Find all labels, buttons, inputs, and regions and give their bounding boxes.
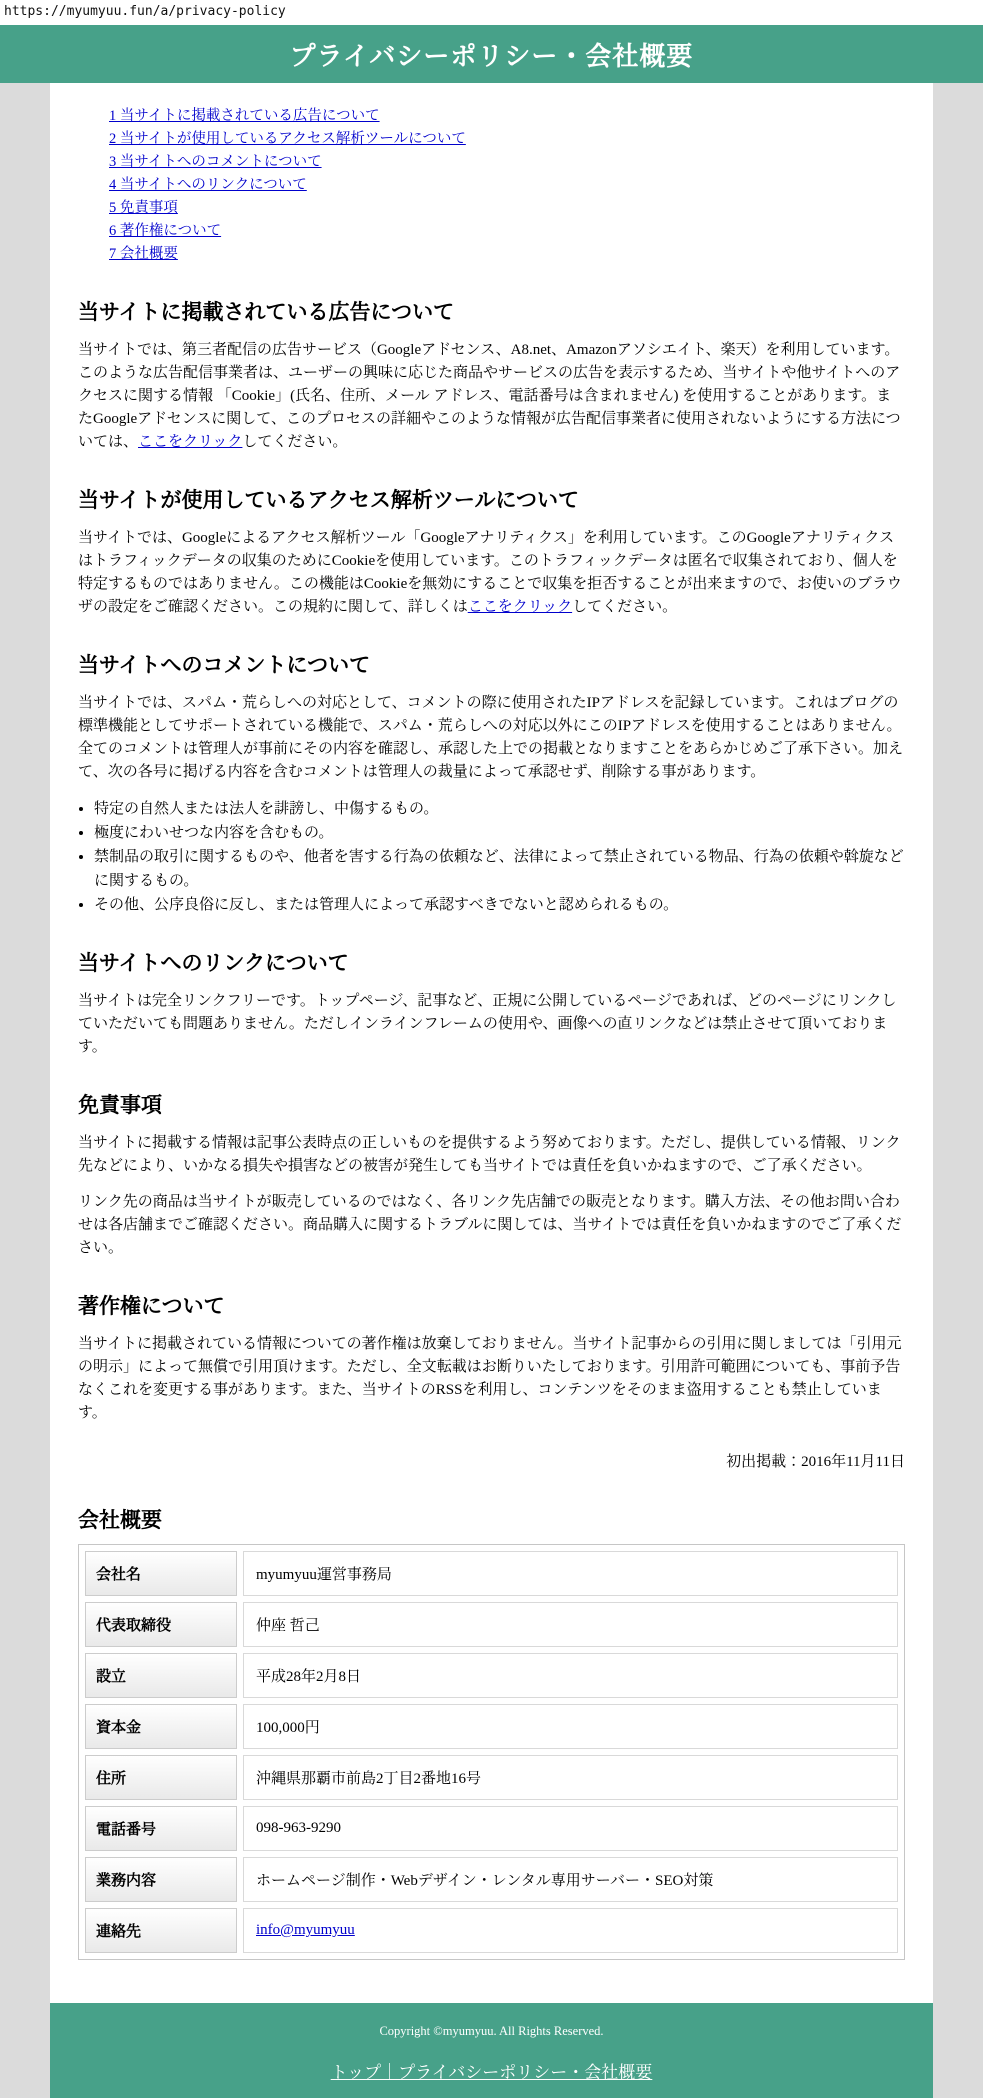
- list-item: • 極度にわいせつな内容を含むもの。: [94, 821, 905, 845]
- analytics-text-after: してください。: [572, 599, 678, 615]
- company-value-address: 沖縄県那覇市前島2丁目2番地16号: [243, 1755, 898, 1800]
- list-item: • その他、公序良俗に反し、または管理人によって承認すべきでないと認められるもの。: [94, 893, 905, 917]
- section-comments-heading: 当サイトへのコメントについて: [78, 654, 371, 677]
- toc-link-disclaimer[interactable]: 5 免責事項: [109, 200, 178, 216]
- toc-link-links[interactable]: 4 当サイトへのリンクについて: [109, 177, 307, 193]
- section-comments-paragraph: 当サイトでは、スパム・荒らしへの対応として、コメントの際に使用されたIPアドレスを記録しています。これはブログの標準機能としてサポートされている機能で、スパム・荒らしへの対応以外にこのIPアドレスを使用することはありません。全てのコメントは管理人が事前にその内容を確認し、承認した上での掲載となりますことをあらかじめご了承下さい。加えて、次の各号に掲げる内容を含むコメントは管理人の裁量によって承認せず、削除する事があります。: [78, 695, 904, 780]
- list-item: • 禁制品の取引に関するものや、他者を害する行為の依頼など、法律によって禁止されている物品、行為の依頼や斡旋などに関するもの。: [94, 845, 905, 893]
- company-value-contact: [243, 1908, 898, 1953]
- table-row: [85, 1704, 898, 1749]
- company-value-phone: 098-963-9290: [243, 1806, 898, 1851]
- section-disclaimer-heading: 免責事項: [78, 1094, 162, 1117]
- section-analytics-heading: 当サイトが使用しているアクセス解析ツールについて: [78, 489, 580, 512]
- toc-link-copyright[interactable]: 6 著作権について: [109, 223, 222, 239]
- company-value-name: myumyuu運営事務局: [243, 1551, 898, 1596]
- company-label-founded: 設立: [85, 1653, 237, 1698]
- section-links: [78, 947, 905, 1059]
- ads-text-before: 当サイトでは、第三者配信の広告サービス（Googleアドセンス、A8.net、Amazonアソシエイト、楽天）を利用しています。このような広告配信事業者は、ユーザーの興味に応じた商品やサービスの広告を表示するため、当サイトや他サイトへのアクセスに関する情報 「Cookie」(氏名、住所、メール アドレス、電話番号は含まれません) を使用することがあります。またGoogleアドセンスに関して、このプロセスの詳細やこのような情報が広告配信事業者に使用されないようにする方法については、: [78, 342, 901, 450]
- site-footer: [50, 2003, 933, 2098]
- table-row: [85, 1551, 898, 1596]
- company-label-phone: 電話番号: [85, 1806, 237, 1851]
- ads-click-here-link[interactable]: ここをクリック: [138, 434, 243, 450]
- section-company-heading: 会社概要: [78, 1509, 162, 1532]
- section-copyright: [78, 1290, 905, 1474]
- table-row: [85, 1908, 898, 1953]
- section-copyright-heading: 著作権について: [78, 1295, 225, 1318]
- section-ads: [78, 296, 905, 454]
- company-label-contact: 連絡先: [85, 1908, 237, 1953]
- page-title: プライバシーポリシー・会社概要: [289, 40, 694, 71]
- section-ads-paragraph: [78, 339, 905, 454]
- copyright-text: Copyright ©myumyuu. All Rights Reserved.: [379, 2024, 604, 2038]
- browser-url: https://myumyuu.fun/a/privacy-policy: [0, 0, 983, 25]
- comment-rules-list: [78, 797, 905, 917]
- section-copyright-paragraph: 当サイトに掲載されている情報についての著作権は放棄しておりません。当サイト記事からの引用に関しましては「引用元の明示」によって無償で引用頂けます。ただし、全文転載はお断りいたしております。引用許可範囲についても、事前予告なくこれを変更する事があります。また、当サイトのRSSを利用し、コンテンツをそのまま盗用することも禁止しています。: [78, 1336, 902, 1421]
- section-ads-heading: 当サイトに掲載されている広告について: [78, 301, 455, 324]
- company-value-ceo: 仲座 哲己: [243, 1602, 898, 1647]
- toc-link-comments[interactable]: 3 当サイトへのコメントについて: [109, 154, 322, 170]
- toc-link-company[interactable]: 7 会社概要: [109, 246, 178, 262]
- list-item: • 特定の自然人または法人を誹謗し、中傷するもの。: [94, 797, 905, 821]
- company-value-founded: 平成28年2月8日: [243, 1653, 898, 1698]
- toc-link-analytics[interactable]: 2 当サイトが使用しているアクセス解析ツールについて: [109, 131, 466, 147]
- section-links-paragraph: 当サイトは完全リンクフリーです。トップページ、記事など、正規に公開しているページであれば、どのページにリンクしていただいても問題ありません。ただしインラインフレームの使用や、画像への直リンクなどは禁止させて頂いております。: [78, 993, 897, 1055]
- company-label-ceo: 代表取締役: [85, 1602, 237, 1647]
- section-disclaimer-paragraph-1: 当サイトに掲載する情報は記事公表時点の正しいものを提供するよう努めております。ただし、提供している情報、リンク先などにより、いかなる損失や損害などの被害が発生しても当サイトでは責任を負いかねますので、ご了承ください。: [78, 1135, 901, 1174]
- table-row: [85, 1653, 898, 1698]
- section-company: [78, 1504, 905, 1960]
- table-of-contents: [78, 105, 905, 266]
- ads-text-after: してください。: [242, 434, 348, 450]
- company-label-name: 会社名: [85, 1551, 237, 1596]
- page-column: [50, 83, 933, 2098]
- table-row: [85, 1806, 898, 1851]
- section-links-heading: 当サイトへのリンクについて: [78, 952, 349, 975]
- site-header: [0, 25, 983, 83]
- table-row: [85, 1755, 898, 1800]
- company-value-capital: 100,000円: [243, 1704, 898, 1749]
- company-value-business: ホームページ制作・Webデザイン・レンタル専用サーバー・SEO対策: [243, 1857, 898, 1902]
- company-label-address: 住所: [85, 1755, 237, 1800]
- toc-link-ads[interactable]: 1 当サイトに掲載されている広告について: [109, 108, 380, 124]
- table-row: [85, 1602, 898, 1647]
- first-published-date: 初出掲載：2016年11月11日: [726, 1454, 905, 1470]
- analytics-click-here-link[interactable]: ここをクリック: [467, 599, 573, 615]
- table-row: [85, 1857, 898, 1902]
- footer-nav-link[interactable]: トップ｜プライバシーポリシー・会社概要: [330, 2063, 653, 2082]
- section-disclaimer-paragraph-2: リンク先の商品は当サイトが販売しているのではなく、各リンク先店舗での販売となります。購入方法、その他お問い合わせは各店舗までご確認ください。商品購入に関するトラブルに関しては、当サイトでは責任を負いかねますのでご了承ください。: [78, 1194, 902, 1256]
- section-analytics: [78, 484, 905, 619]
- company-label-capital: 資本金: [85, 1704, 237, 1749]
- section-comments: [78, 649, 905, 917]
- section-disclaimer: [78, 1089, 905, 1260]
- main-content: [50, 83, 933, 2003]
- company-table: [78, 1544, 905, 1960]
- company-label-business: 業務内容: [85, 1857, 237, 1902]
- analytics-text-before: 当サイトでは、Googleによるアクセス解析ツール「Googleアナリティクス」を利用しています。このGoogleアナリティクスはトラフィックデータの収集のためにCookieを使用しています。このトラフィックデータは匿名で収集されており、個人を特定するものではありません。この機能はCookieを無効にすることで収集を拒否することが出来ますので、お使いのブラウザの設定をご確認ください。この規約に関して、詳しくは: [78, 530, 902, 615]
- section-analytics-paragraph: [78, 527, 905, 619]
- contact-email-link[interactable]: info@myumyuu: [256, 1922, 355, 1938]
